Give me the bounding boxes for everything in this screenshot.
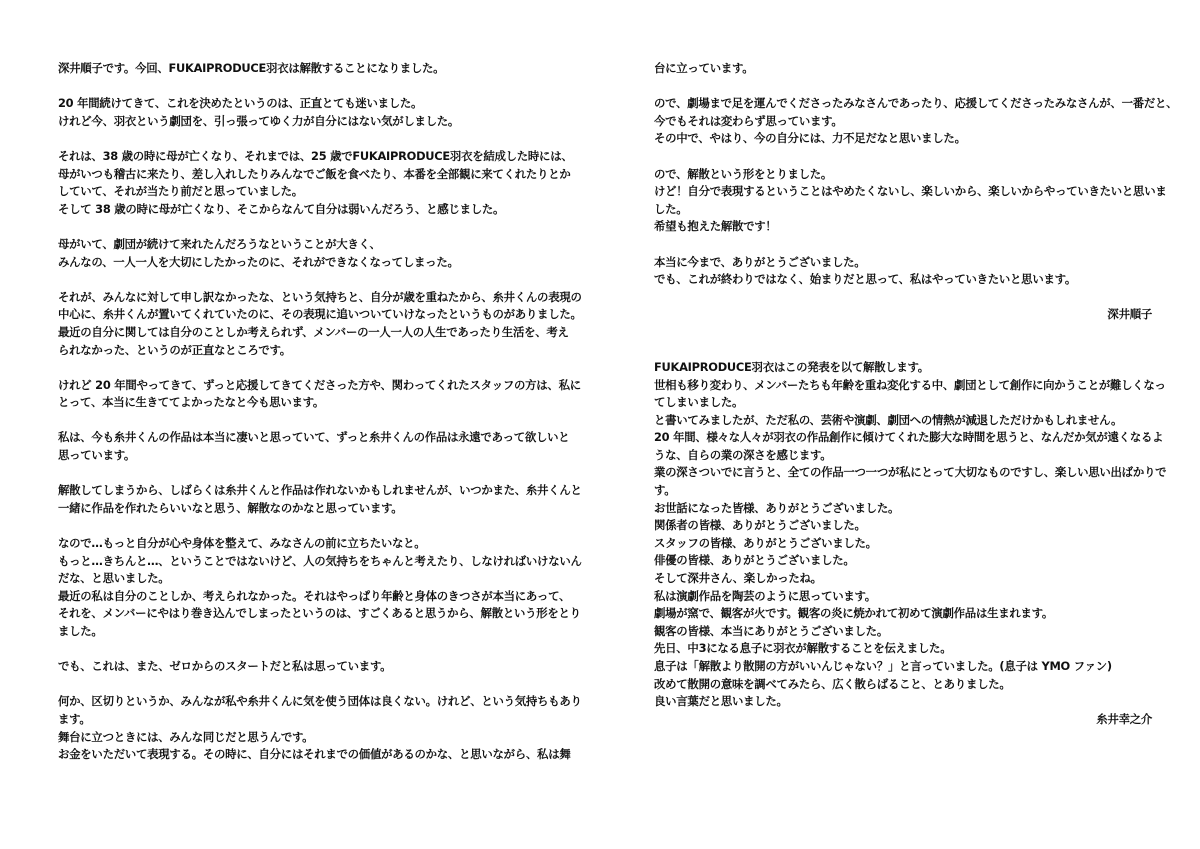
text-line: そして深井さん、楽しかったね。 bbox=[654, 571, 822, 586]
statement-fukai bbox=[654, 60, 1178, 289]
text-line: なので…もっと自分が心や身体を整えて、みなさんの前に立ちたいなと。 bbox=[58, 536, 426, 551]
text-line: 息子は「解散より散開の方がいいんじゃない？」と言っていました。(息子は YMO ファン) bbox=[654, 659, 1112, 673]
text-line: スタッフの皆様、ありがとうございました。 bbox=[654, 535, 877, 550]
statement-itoi bbox=[654, 359, 1167, 711]
left-paragraph bbox=[58, 289, 582, 359]
text-line: していて、それが当たり前だと思っていました。 bbox=[58, 184, 303, 199]
text-line: 母がいつも稽古に来たり、差し入れしたりみんなでご飯を食べたり、本番を全部観に来てくれたりとか bbox=[58, 166, 571, 181]
text-line: お金をいただいて表現する。その時に、自分にはそれまでの価値があるのかな、と思いながら、私は舞 bbox=[58, 747, 571, 762]
text-line: お世話になった皆様、ありがとうございました。 bbox=[654, 500, 900, 515]
text-line: とって、本当に生きててよかったなと今も思います。 bbox=[58, 395, 325, 410]
left-paragraph bbox=[58, 95, 558, 130]
fukai-paragraph bbox=[654, 254, 1152, 289]
left-paragraph bbox=[58, 148, 573, 218]
left-paragraph bbox=[58, 236, 558, 271]
text-line: ので、劇場まで足を運んでくださったみなさんであったり、応援してくださったみなさんが、一番だと、 bbox=[654, 96, 1178, 111]
left-paragraph bbox=[58, 377, 581, 412]
text-line: でも、これは、また、ゼロからのスタートだと私は思っています。 bbox=[58, 659, 392, 674]
left-paragraph bbox=[58, 535, 582, 641]
text-line: 本当に今まで、ありがとうございました。 bbox=[654, 254, 866, 269]
text-line: 関係者の皆様、ありがとうございました。 bbox=[654, 518, 866, 533]
text-line: 私は、今も糸井くんの作品は本当に凄いと思っていて、ずっと糸井くんの作品は永遠であって欲しいと bbox=[58, 430, 570, 445]
fukai-paragraph bbox=[654, 95, 1178, 148]
text-line: 最近の私は自分のことしか、考えられなかった。それはやっぱり年齢と身体のきつさが本当にあって、 bbox=[58, 588, 571, 603]
text-line: と書いてみましたが、ただ私の、芸術や演劇、劇団への情熱が減退しただけかもしれません。 bbox=[654, 412, 1123, 427]
text-line: 観客の皆様、本当にありがとうございました。 bbox=[654, 623, 888, 638]
text-line: ました。 bbox=[58, 624, 103, 638]
text-line: 今でもそれは変わらず思っています。 bbox=[654, 113, 843, 128]
text-line: 20 年間、様々な人々が羽衣の作品創作に傾けてくれた膨大な時間を思うと、なんだか気が遠くなるよ bbox=[654, 430, 1164, 445]
text-line: 台に立っています。 bbox=[654, 61, 754, 75]
text-line: 改めて散開の意味を調べてみたら、広く散らばること、とありました。 bbox=[654, 676, 1011, 691]
text-line: られなかった、というのが正直なところです。 bbox=[58, 342, 291, 357]
left-paragraph bbox=[58, 658, 558, 676]
text-line: 私は演劇作品を陶芸のように思っています。 bbox=[654, 588, 876, 603]
text-line: 劇場が窯で、観客が火です。観客の炎に焼かれて初めて演劇作品は生まれます。 bbox=[654, 606, 1054, 621]
signature-fukai: 深井順子 bbox=[1107, 307, 1152, 322]
fukai-paragraph bbox=[654, 166, 1167, 236]
text-line: す。 bbox=[654, 483, 676, 498]
text-line: 深井順子です。今回、FUKAIPRODUCE羽衣は解散することになりました。 bbox=[58, 61, 445, 75]
left-paragraph bbox=[58, 693, 582, 763]
text-line: 20 年間続けてきて、これを決めたというのは、正直とても迷いました。 bbox=[58, 96, 423, 111]
text-line: 舞台に立つときには、みんな同じだと思うんです。 bbox=[58, 729, 314, 744]
text-line: 解散してしまうから、しばらくは糸井くんと作品は作れないかもしれませんが、いつかまた、糸井くんと bbox=[58, 483, 582, 498]
text-line: 俳優の皆様、ありがとうございました。 bbox=[654, 553, 855, 568]
left-paragraph bbox=[58, 60, 558, 78]
text-line: ので、解散という形をとりました。 bbox=[654, 166, 833, 181]
text-line: そして 38 歳の時に母が亡くなり、そこからなんて自分は弱いんだろう、と感じました。 bbox=[58, 201, 505, 216]
text-line: FUKAIPRODUCE羽衣はこの発表を以て解散します。 bbox=[654, 359, 929, 374]
text-line: 中心に、糸井くんが置いてくれていたのに、その表現に追いついていけなったというものがありました。 bbox=[58, 307, 582, 322]
text-line: 母がいて、劇団が続けて来れたんだろうなということが大きく、 bbox=[58, 236, 381, 251]
text-line: それを、メンバーにやはり巻き込んでしまったというのは、すごくあると思うから、解散という形をとり bbox=[58, 606, 581, 621]
text-line: 思っています。 bbox=[58, 448, 136, 463]
text-line: 最近の自分に関しては自分のことしか考えられず、メンバーの一人一人の人生であったり生活を、考え bbox=[58, 324, 569, 339]
right-column bbox=[654, 60, 1178, 746]
text-line: うな、自らの業の深さを感じます。 bbox=[654, 447, 832, 462]
text-line: した。 bbox=[654, 201, 688, 216]
text-line: でも、これが終わりではなく、始まりだと思って、私はやっていきたいと思います。 bbox=[654, 272, 1076, 287]
text-line: その中で、やはり、今の自分には、力不足だなと思いました。 bbox=[654, 131, 966, 146]
text-line: 希望も抱えた解散です！ bbox=[654, 219, 777, 234]
text-line: もっと…きちんと…、ということではないけど、人の気持ちをちゃんと考えたり、しなければいけないん bbox=[58, 553, 582, 568]
text-line: それが、みんなに対して申し訳なかったな、という気持ちと、自分が歳を重ねたから、糸井くんの表現の bbox=[58, 289, 582, 304]
text-line: 業の深さついでに言うと、全ての作品一つ一つが私にとって大切なものですし、楽しい思い出ばかりで bbox=[654, 465, 1167, 480]
text-line: けれど今、羽衣という劇団を、引っ張ってゆく力が自分にはない気がしました。 bbox=[58, 113, 460, 128]
fukai-paragraph bbox=[654, 60, 1152, 78]
text-line: ます。 bbox=[58, 711, 91, 726]
text-line: それは、38 歳の時に母が亡くなり、それまでは、25 歳でFUKAIPRODUCE羽衣を結成した時には、 bbox=[58, 148, 573, 163]
text-line: 何か、区切りというか、みんなが私や糸井くんに気を使う団体は良くない。けれど、という気持ちもあり bbox=[58, 694, 582, 709]
text-line: けど！自分で表現するということはやめたくないし、楽しいから、楽しいからやっていきたいと思いま bbox=[654, 184, 1167, 199]
left-paragraph bbox=[58, 482, 582, 517]
text-line: みんなの、一人一人を大切にしたかったのに、それができなくなってしまった。 bbox=[58, 254, 459, 269]
text-line: 良い言葉だと思いました。 bbox=[654, 694, 788, 709]
text-line: てしまいました。 bbox=[654, 395, 744, 410]
text-line: だな、と思いました。 bbox=[58, 571, 170, 586]
left-column bbox=[58, 60, 582, 781]
text-line: 世相も移り変わり、メンバーたちも年齢を重ね変化する中、劇団として創作に向かうことが難しくなっ bbox=[654, 377, 1166, 392]
text-line: けれど 20 年間やってきて、ずっと応援してきてくださった方や、関わってくれたスタッフの方は、私に bbox=[58, 377, 581, 392]
text-line: 一緒に作品を作れたらいいなと思う、解散なのかなと思っています。 bbox=[58, 500, 403, 515]
signature-itoi: 糸井幸之介 bbox=[1096, 711, 1152, 726]
text-line: 先日、中3になる息子に羽衣が解散することを伝えました。 bbox=[654, 641, 952, 656]
left-paragraph bbox=[58, 429, 570, 464]
